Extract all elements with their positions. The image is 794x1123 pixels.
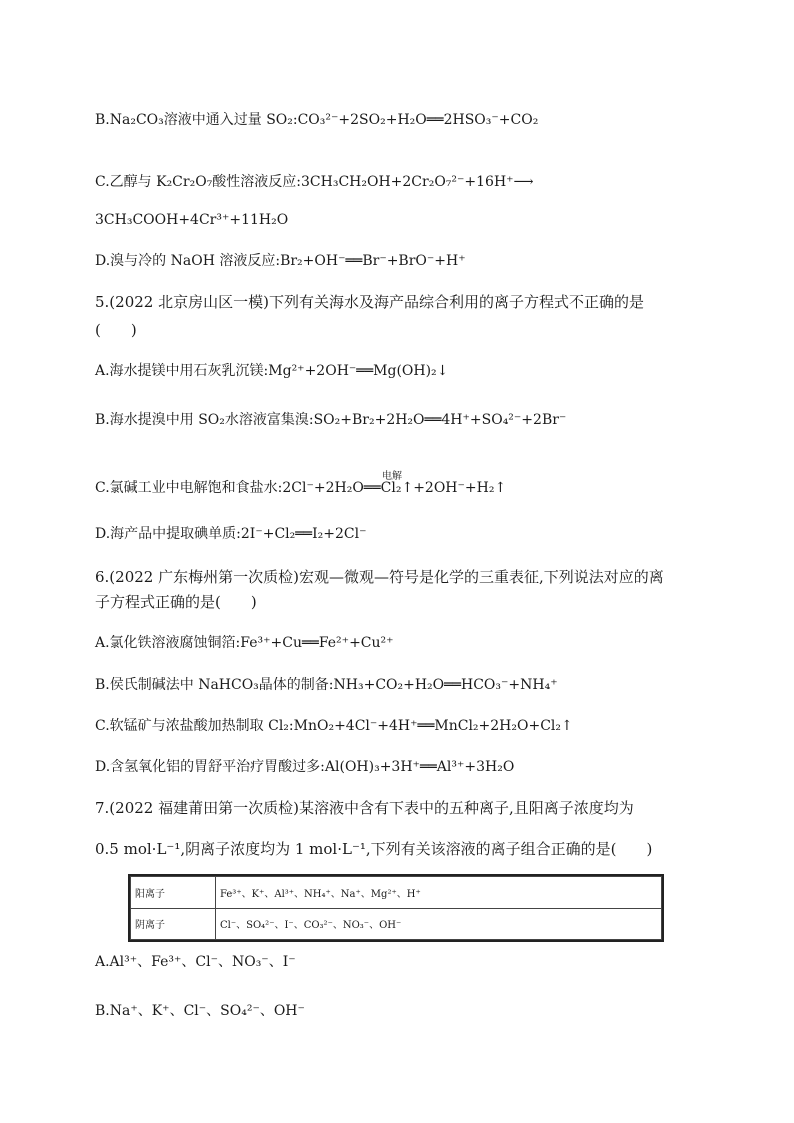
table-row — [131, 877, 662, 909]
question-5-stem: 5.(2022 北京房山区一模)下列有关海水及海产品综合利用的离子方程式不正确的是 — [95, 293, 644, 311]
line-5a: A.海水提镁中用石灰乳沉镁:Mg²⁺+2OH⁻══Mg(OH)₂↓ — [95, 363, 449, 379]
line-4b: B.Na₂CO₃溶液中通入过量 SO₂:CO₃²⁻+2SO₂+H₂O══2HSO₃⁻+CO₂ — [95, 112, 539, 128]
question-6-stem: 6.(2022 广东梅州第一次质检)宏观—微观—符号是化学的三重表征,下列说法对应的离 — [95, 568, 664, 586]
line-6b: B.侯氏制碱法中 NaHCO₃晶体的制备:NH₃+CO₂+H₂O══HCO₃⁻+NH₄⁺ — [95, 677, 558, 693]
line-7b: B.Na⁺、K⁺、Cl⁻、SO₄²⁻、OH⁻ — [95, 1003, 305, 1019]
line-6d: D.含氢氧化铝的胃舒平治疗胃酸过多:Al(OH)₃+3H⁺══Al³⁺+3H₂O — [95, 759, 515, 775]
line-4c-cont: 3CH₃COOH+4Cr³⁺+11H₂O — [95, 212, 289, 228]
table-header-anion: 阴离子 — [131, 908, 216, 940]
question-5-paren: ( ) — [95, 321, 137, 339]
question-7-stem-cont: 0.5 mol·L⁻¹,阴离子浓度均为 1 mol·L⁻¹,下列有关该溶液的离子组合正确的是( ) — [95, 840, 653, 858]
table-cell-anions: Cl⁻、SO₄²⁻、I⁻、CO₃²⁻、NO₃⁻、OH⁻ — [216, 908, 662, 940]
line-6c: C.软锰矿与浓盐酸加热制取 Cl₂:MnO₂+4Cl⁻+4H⁺══MnCl₂+2H₂O+Cl₂↑ — [95, 718, 573, 734]
line-4c: C.乙醇与 K₂Cr₂O₇酸性溶液反应:3CH₃CH₂OH+2Cr₂O₇²⁻+16H⁺⟶ — [95, 174, 534, 190]
question-6-stem-cont: 子方程式正确的是( ) — [95, 593, 257, 611]
line-6a: A.氯化铁溶液腐蚀铜箔:Fe³⁺+Cu══Fe²⁺+Cu²⁺ — [95, 635, 394, 651]
table-row — [131, 908, 662, 940]
line-7a: A.Al³⁺、Fe³⁺、Cl⁻、NO₃⁻、I⁻ — [95, 954, 296, 970]
electrolysis-label: 电解 — [382, 471, 402, 482]
question-7-stem: 7.(2022 福建莆田第一次质检)某溶液中含有下表中的五种离子,且阳离子浓度均为 — [95, 799, 634, 817]
line-4d: D.溴与冷的 NaOH 溶液反应:Br₂+OH⁻══Br⁻+BrO⁻+H⁺ — [95, 253, 466, 269]
line-5d: D.海产品中提取碘单质:2I⁻+Cl₂══I₂+2Cl⁻ — [95, 526, 367, 542]
table-cell-cations: Fe³⁺、K⁺、Al³⁺、NH₄⁺、Na⁺、Mg²⁺、H⁺ — [216, 877, 662, 909]
ion-table — [128, 874, 664, 942]
line-5b: B.海水提溴中用 SO₂水溶液富集溴:SO₂+Br₂+2H₂O══4H⁺+SO₄²⁻+2Br⁻ — [95, 412, 567, 428]
line-5c: C.氯碱工业中电解饱和食盐水:2Cl⁻+2H₂O══Cl₂↑+2OH⁻+H₂↑ — [95, 480, 507, 496]
table-header-cation: 阳离子 — [131, 877, 216, 909]
